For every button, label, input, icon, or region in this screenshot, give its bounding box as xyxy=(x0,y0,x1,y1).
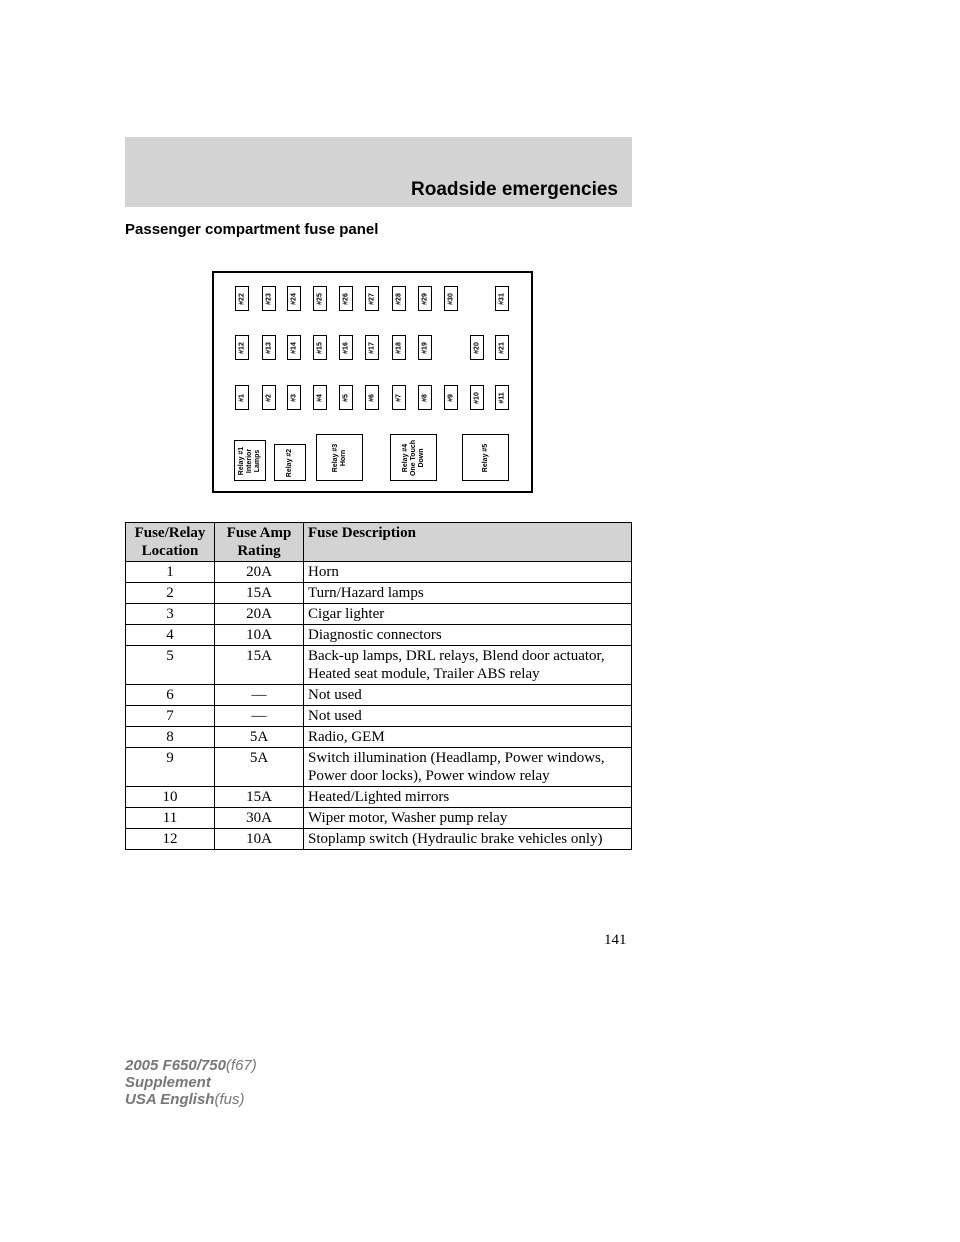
fuse-slot: #29 xyxy=(418,286,432,311)
table-row: 3 20A Cigar lighter xyxy=(126,604,632,625)
footer-model-code: (f67) xyxy=(225,1057,257,1074)
fuse-slot: #28 xyxy=(392,286,406,311)
fuse-slot: #22 xyxy=(235,286,249,311)
footer-supplement: Supplement xyxy=(125,1074,211,1091)
chapter-title: Roadside emergencies xyxy=(411,179,618,200)
fuse-slot: #9 xyxy=(444,385,458,410)
fuse-slot: #26 xyxy=(339,286,353,311)
relay-slot: Relay #1 Interior Lamps xyxy=(234,440,266,481)
table-row: 12 10A Stoplamp switch (Hydraulic brake vehicles only) xyxy=(126,829,632,850)
document-footer xyxy=(125,1057,257,1108)
fuse-slot: #25 xyxy=(313,286,327,311)
table-row: 9 5A Switch illumination (Headlamp, Power windows, Power door locks), Power window relay xyxy=(126,748,632,787)
table-row: 6 — Not used xyxy=(126,685,632,706)
fuse-slot: #11 xyxy=(495,385,509,410)
fuse-slot: #16 xyxy=(339,335,353,360)
fuse-slot: #14 xyxy=(287,335,301,360)
table-row: 7 — Not used xyxy=(126,706,632,727)
fuse-slot: #8 xyxy=(418,385,432,410)
table-row: 5 15A Back-up lamps, DRL relays, Blend door actuator, Heated seat module, Trailer ABS relay xyxy=(126,646,632,685)
fuse-slot: #3 xyxy=(287,385,301,410)
fuse-slot: #19 xyxy=(418,335,432,360)
fuse-slot: #12 xyxy=(235,335,249,360)
header-band xyxy=(125,137,632,207)
table-row: 2 15A Turn/Hazard lamps xyxy=(126,583,632,604)
fuse-slot: #5 xyxy=(339,385,353,410)
fuse-slot: #13 xyxy=(262,335,276,360)
fuse-table xyxy=(125,522,632,850)
table-header-row xyxy=(126,523,632,562)
fuse-slot: #20 xyxy=(470,335,484,360)
fuse-slot: #2 xyxy=(262,385,276,410)
fuse-slot: #21 xyxy=(495,335,509,360)
fuse-slot: #30 xyxy=(444,286,458,311)
table-row: 1 20A Horn xyxy=(126,562,632,583)
fuse-slot: #24 xyxy=(287,286,301,311)
fuse-slot: #4 xyxy=(313,385,327,410)
fuse-slot: #7 xyxy=(392,385,406,410)
fuse-slot: #15 xyxy=(313,335,327,360)
fuse-slot: #31 xyxy=(495,286,509,311)
column-header: Fuse Description xyxy=(304,523,632,562)
fuse-slot: #10 xyxy=(470,385,484,410)
relay-slot: Relay #2 xyxy=(274,444,306,481)
relay-slot: Relay #5 xyxy=(462,434,509,481)
relay-slot: Relay #4 One Touch Down xyxy=(390,434,437,481)
section-title: Passenger compartment fuse panel xyxy=(125,221,379,238)
table-row: 10 15A Heated/Lighted mirrors xyxy=(126,787,632,808)
relay-slot: Relay #3 Horn xyxy=(316,434,363,481)
footer-language-code: (fus) xyxy=(214,1091,245,1108)
page-number: 141 xyxy=(604,932,627,948)
fuse-slot: #23 xyxy=(262,286,276,311)
fuse-slot: #17 xyxy=(365,335,379,360)
fuse-slot: #27 xyxy=(365,286,379,311)
footer-language: USA English xyxy=(125,1091,215,1108)
footer-model: 2005 F650/750 xyxy=(125,1057,226,1074)
table-row: 8 5A Radio, GEM xyxy=(126,727,632,748)
column-header: Fuse/Relay Location xyxy=(126,523,215,562)
fuse-slot: #18 xyxy=(392,335,406,360)
fuse-slot: #6 xyxy=(365,385,379,410)
fuse-panel-diagram xyxy=(212,271,533,493)
column-header: Fuse Amp Rating xyxy=(215,523,304,562)
fuse-slot: #1 xyxy=(235,385,249,410)
table-row: 11 30A Wiper motor, Washer pump relay xyxy=(126,808,632,829)
table-row: 4 10A Diagnostic connectors xyxy=(126,625,632,646)
